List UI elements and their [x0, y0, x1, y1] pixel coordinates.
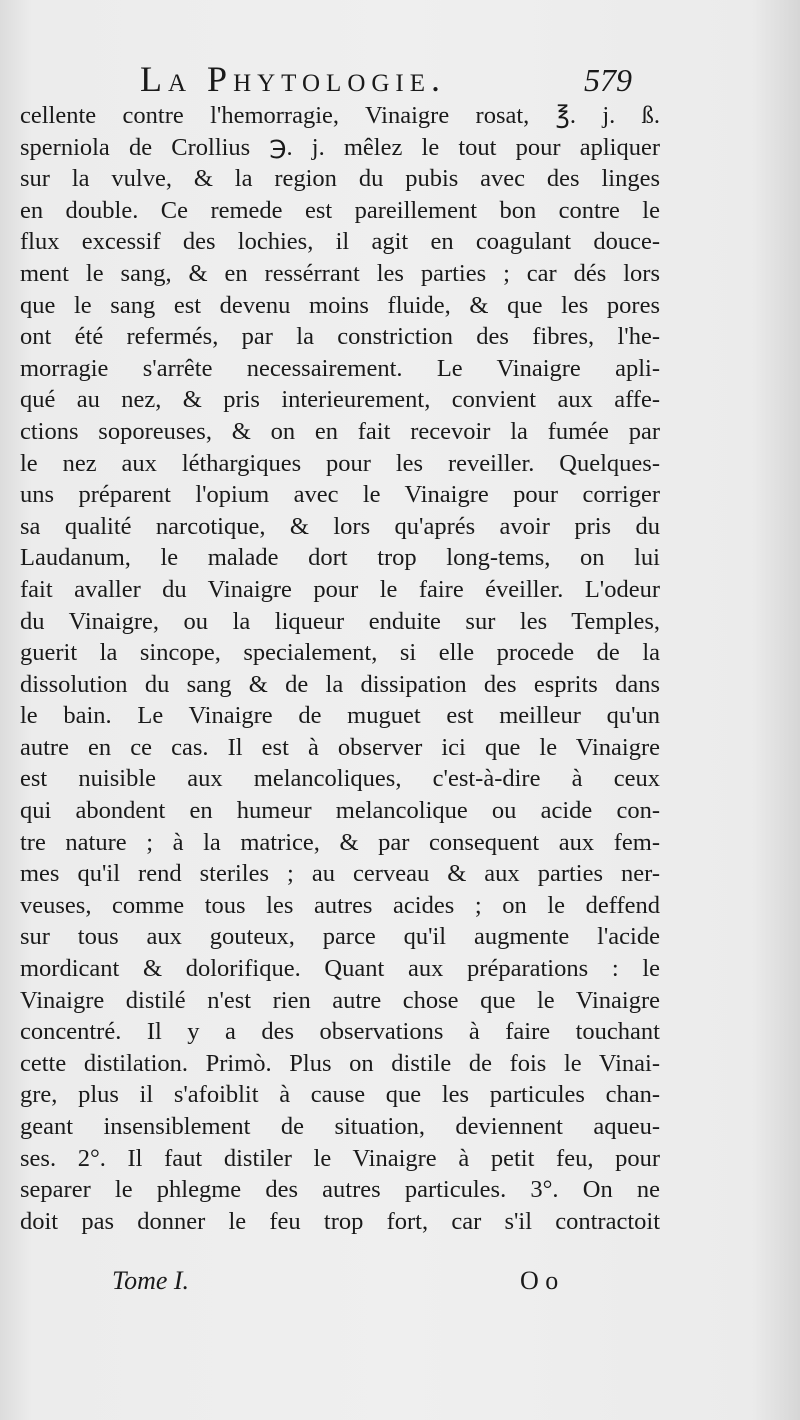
running-title: La Phytologie.	[140, 59, 447, 99]
body-text	[20, 100, 660, 1237]
text-line: cette distilation. Primò. Plus on distile de fois le Vinai-	[20, 1049, 660, 1077]
text-line: ses. 2°. Il faut distiler le Vinaigre à petit feu, pour	[20, 1144, 660, 1172]
page-number: 579	[584, 62, 632, 98]
volume-mark: Tome I.	[112, 1266, 190, 1295]
text-line: autre en ce cas. Il est à observer ici que le Vinaigre	[20, 733, 660, 761]
text-line: Laudanum, le malade dort trop long-tems, on lui	[20, 544, 660, 572]
text-line: doit pas donner le feu trop fort, car s'il contractoit	[20, 1207, 660, 1235]
text-line: le bain. Le Vinaigre de muguet est meilleur qu'un	[20, 702, 660, 730]
text-line: Vinaigre distilé n'est rien autre chose que le Vinaigre	[20, 986, 660, 1014]
text-line: le nez aux léthargiques pour les reveiller. Quelques-	[20, 449, 660, 477]
text-line: geant insensiblement de situation, deviennent aqueu-	[20, 1113, 660, 1140]
page-footer	[0, 1266, 800, 1306]
text-line: en double. Ce remede est pareillement bon contre le	[20, 196, 660, 224]
text-line: est nuisible aux melancoliques, c'est-à-dire à ceux	[20, 765, 660, 793]
text-line: ment le sang, & en ressérrant les parties ; car dés lors	[20, 259, 660, 287]
text-line: ctions soporeuses, & on en fait recevoir la fumée par	[20, 417, 660, 445]
text-line: cellente contre l'hemorragie, Vinaigre rosat, ℥. j. ß.	[20, 102, 660, 129]
text-line: tre nature ; à la matrice, & par consequent aux fem-	[20, 828, 660, 856]
text-line: gre, plus il s'afoiblit à cause que les particules chan-	[20, 1081, 660, 1109]
text-line: sur la vulve, & la region du pubis avec des linges	[20, 165, 660, 193]
text-line: flux excessif des lochies, il agit en coagulant douce-	[20, 228, 660, 256]
text-line: fait avaller du Vinaigre pour le faire éveiller. L'odeur	[20, 575, 660, 603]
text-line: morragie s'arrête necessairement. Le Vinaigre apli-	[20, 354, 660, 382]
text-line: mordicant & dolorifique. Quant aux préparations : le	[20, 955, 660, 983]
text-line: qué au nez, & pris interieurement, convient aux affe-	[20, 386, 660, 414]
signature-mark: O o	[520, 1266, 559, 1295]
text-line: sperniola de Crollius ℈. j. mêlez le tout pour apliquer	[20, 133, 660, 161]
running-head	[0, 58, 800, 102]
text-line: dissolution du sang & de la dissipation des esprits dans	[20, 670, 660, 698]
text-line: sur tous aux gouteux, parce qu'il augmente l'acide	[20, 923, 660, 951]
text-line: guerit la sincope, specialement, si elle procede de la	[20, 639, 660, 667]
text-line: veuses, comme tous les autres acides ; on le deffend	[20, 891, 660, 919]
text-line: concentré. Il y a des observations à faire touchant	[20, 1018, 660, 1046]
text-line: separer le phlegme des autres particules. 3°. On ne	[20, 1176, 660, 1204]
text-line: ont été refermés, par la constriction des fibres, l'he-	[20, 323, 660, 351]
text-line: qui abondent en humeur melancolique ou acide con-	[20, 797, 660, 825]
text-line: mes qu'il rend steriles ; au cerveau & aux parties ner-	[20, 860, 660, 888]
text-line: sa qualité narcotique, & lors qu'aprés avoir pris du	[20, 512, 660, 540]
text-line: du Vinaigre, ou la liqueur enduite sur les Temples,	[20, 607, 660, 635]
text-line: que le sang est devenu moins fluide, & que les pores	[20, 291, 660, 319]
text-line: uns préparent l'opium avec le Vinaigre pour corriger	[20, 481, 660, 509]
